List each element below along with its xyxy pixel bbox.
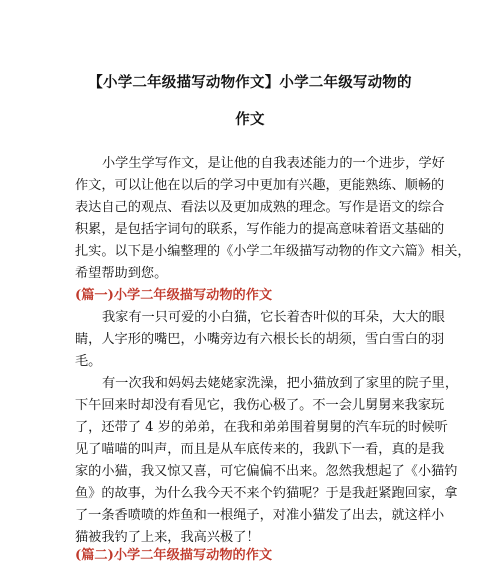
body-line: 鱼》的故事，为什么我今天不来个钓猫呢？于是我赶紧跑回家，拿: [75, 486, 458, 501]
body-line: 我家有一只可爱的小白猫，它长着杏叶似的耳朵，大大的眼: [102, 310, 445, 325]
body-line: 了一条香喷喷的炸鱼和一根绳子，对准小猫发了出去，就这样小: [75, 508, 445, 523]
intro-line: 希望帮助到您。: [75, 266, 168, 281]
body-line: 见了喵喵的叫声，而且是从车底传来的，我趴下一看，真的是我: [75, 442, 445, 457]
section-heading: (篇二)小学二年级描写动物的作文: [75, 548, 273, 563]
intro-line: 表达自己的观点、看法以及更加成熟的理念。写作是语文的综合: [75, 200, 445, 215]
body-line: 毛。: [75, 354, 102, 369]
body-line: 睛，人字形的嘴巴，小嘴旁边有六根长长的胡须，雪白雪白的羽: [75, 332, 445, 347]
section-heading: (篇一)小学二年级描写动物的作文: [75, 288, 273, 303]
body-line: 了，还带了 4 岁的弟弟，在我和弟弟围着舅舅的汽车玩的时候听: [75, 420, 448, 435]
intro-line: 积累，是包括字词句的联系，写作能力的提高意味着语文基础的: [75, 222, 445, 237]
document-title-line-2: 作文: [235, 111, 265, 128]
intro-line: 小学生学写作文，是让他的自我表述能力的一个进步，学好: [102, 156, 445, 171]
intro-line: 作文，可以让他在以后的学习中更加有兴趣，更能熟练、顺畅的: [75, 178, 445, 193]
body-line: 家的小猫，我又惊又喜，可它偏偏不出来。忽然我想起了《小猫钓: [75, 464, 458, 479]
intro-line: 扎实。以下是小编整理的《小学二年级描写动物的作文六篇》相关，: [75, 244, 471, 259]
document-title-line-1: 【小学二年级描写动物作文】小学二年级写动物的: [88, 74, 412, 91]
body-line: 猫被我钓了上来，我高兴极了！: [75, 530, 260, 545]
body-line: 有一次我和妈妈去姥姥家洗澡，把小猫放到了家里的院子里，: [102, 376, 459, 391]
body-line: 下午回来时却没有看见它，我伤心极了。不一会儿舅舅来我家玩: [75, 398, 445, 413]
